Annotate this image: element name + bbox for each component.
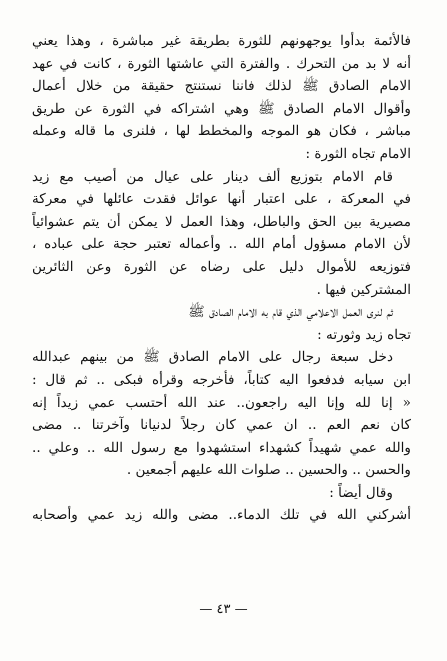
text-line: والحسن .. والحسين .. صلوات الله عليهم أجمعين . xyxy=(126,462,411,479)
text-line: ثم لنرى العمل الاعلامي الذي قام به الامام الصادق ﷺ xyxy=(188,304,393,321)
paragraph xyxy=(32,166,411,302)
text-line: المشتركين فيها . xyxy=(316,281,411,298)
paragraph xyxy=(32,30,411,166)
text-line: فتوزيعه للأموال دليل على رضاه عن الثورة وعن الثائرين xyxy=(32,258,411,275)
text-line: فالأئمة بدأوا يوجهونهم للثورة بطريقة غير مباشرة ، وهذا يعني xyxy=(32,33,411,49)
text-line: الامام الصادق ﷺ لذلك فاننا نستنتج حقيقة من خلال أعمال xyxy=(32,78,411,95)
text-line: « إنا لله وإنا اليه راجعون.. عند الله أحتسب عمي زيداً إنه xyxy=(32,394,411,411)
text-line: مصيرية بين الحق والباطل، وهذا العمل لا يمكن أن يتم عشوائياً xyxy=(32,213,411,230)
text-line: دخل سبعة رجال على الامام الصادق ﷺ من بينهم عبدالله xyxy=(32,349,393,366)
paragraph xyxy=(32,482,411,527)
text-line: تجاه زيد وثورته : xyxy=(317,326,411,343)
text-line: أنه لا بد من التحرك . والفترة التي عاشتها الثورة ، كانت في عهد xyxy=(32,55,411,72)
text-line: كان نعم العم .. ان عمي كان رجلاً لدنيانا وآخرتنا .. مضى xyxy=(32,417,411,434)
text-line: في المعركة ، على اعتبار أنها عوائل فقدت عائلها في معركة xyxy=(32,191,411,208)
text-line: مباشر ، فكان هو الموجه والمخطط لها ، فلنرى ما قاله وعمله xyxy=(32,123,411,140)
text-line: وقال أيضاً : xyxy=(329,484,393,501)
text-line: الامام تجاه الثورة : xyxy=(305,145,411,162)
page-number: — ٤٣ — xyxy=(199,602,248,617)
text-line: والله عمي شهيداً كشهداء استشهدوا مع رسول الله .. وعلي .. xyxy=(32,439,411,456)
text-line: لأن الامام مسؤول أمام الله .. وأعماله تعتبر حجة على عباده ، xyxy=(32,236,411,253)
text-line: قام الامام بتوزيع ألف دينار على عيال من أصيب مع زيد xyxy=(32,168,393,185)
paragraph xyxy=(32,346,411,482)
paragraph xyxy=(32,301,411,346)
text-line: ابن سيابه فدفعوا اليه كتاباً، فأخرجه وقرأه فبكى .. ثم قال : xyxy=(32,371,411,388)
text-line: وأقوال الامام الصادق ﷺ وهي اشتراكه في الثورة عن طريق xyxy=(32,100,411,117)
text-line: أشركني الله في تلك الدماء.. مضى والله زيد عمي وأصحابه xyxy=(32,507,411,524)
